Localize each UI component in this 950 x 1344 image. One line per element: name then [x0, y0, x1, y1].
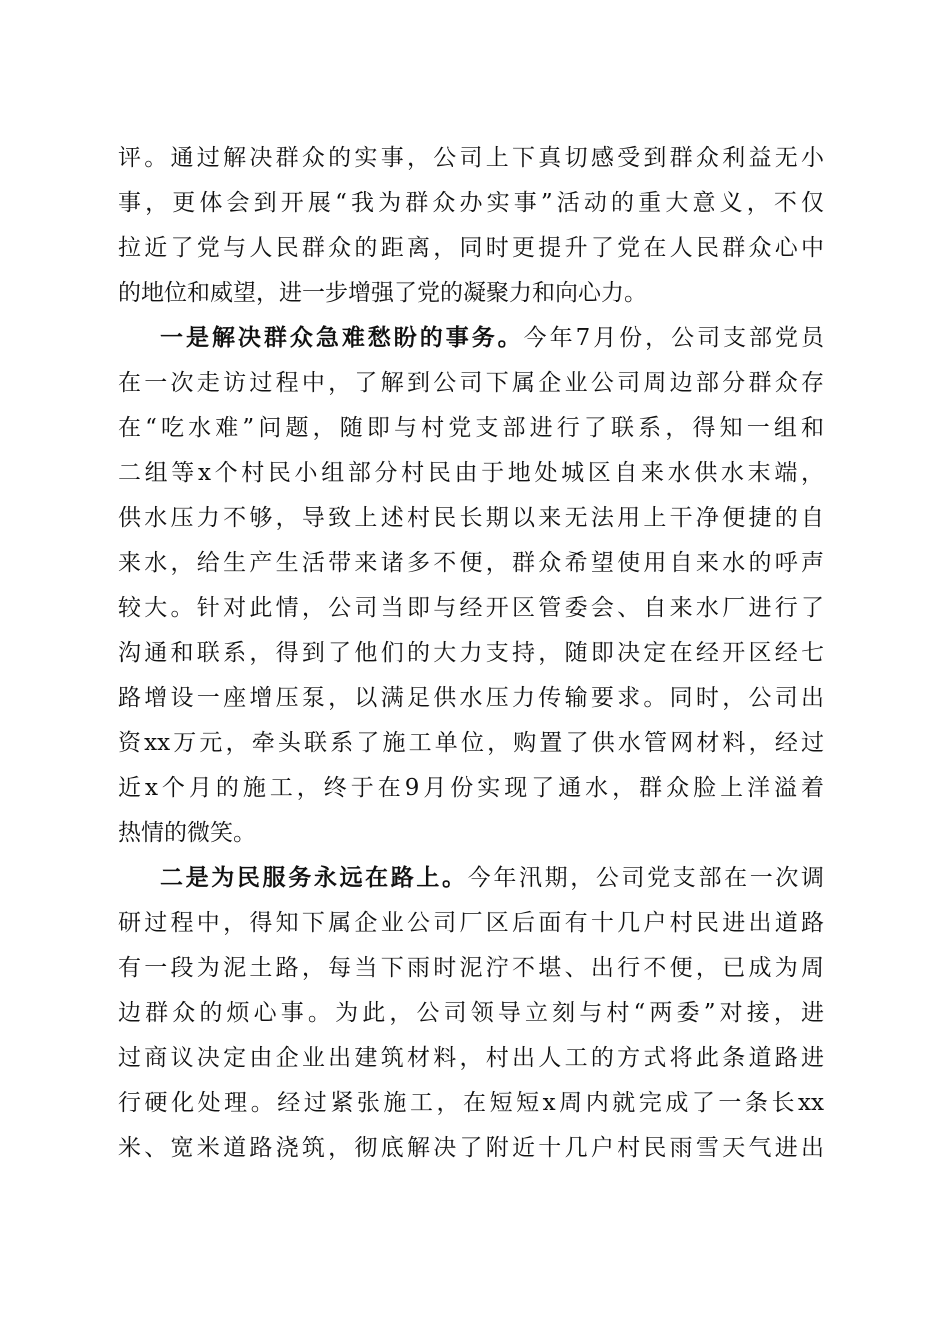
paragraph-3-first-line-rest: 今年汛期，公司党支部在一次调 — [467, 865, 825, 891]
paragraph-1-line-4: 的地位和威望，进一步增强了党的凝聚力和向心力。 — [118, 280, 647, 306]
paragraph-1-line-1: 评。通过解决群众的实事，公司上下真切感受到群众利益无小 — [118, 145, 824, 171]
paragraph-2-lead: 一是解决群众急难愁盼的事务。 — [160, 324, 524, 351]
paragraph-2-line-9: 路增设一座增压泵，以满足供水压力传输要求。同时，公司出 — [118, 685, 824, 711]
paragraph-2-line-10: 资xx万元，牵头联系了施工单位，购置了供水管网材料，经过 — [118, 730, 824, 756]
paragraph-1-line-3: 拉近了党与人民群众的距离，同时更提升了党在人民群众心中 — [118, 235, 824, 261]
paragraph-3-line-7: 米、宽米道路浇筑，彻底解决了附近十几户村民雨雪天气进出 — [118, 1135, 824, 1161]
paragraph-3-line-2: 研过程中，得知下属企业公司厂区后面有十几户村民进出道路 — [118, 910, 824, 936]
paragraph-1-line-2: 事，更体会到开展“我为群众办实事”活动的重大意义，不仅 — [118, 190, 824, 216]
paragraph-3-line-5: 过商议决定由企业出建筑材料，村出人工的方式将此条道路进 — [118, 1045, 824, 1071]
paragraph-3-line-3: 有一段为泥土路，每当下雨时泥泞不堪、出行不便，已成为周 — [118, 955, 824, 981]
paragraph-2-line-1 — [160, 318, 824, 358]
paragraph-2-line-7: 较大。针对此情，公司当即与经开区管委会、自来水厂进行了 — [118, 595, 824, 621]
paragraph-3-lead: 二是为民服务永远在路上。 — [160, 864, 468, 891]
paragraph-2-line-12: 热情的微笑。 — [118, 820, 256, 846]
paragraph-3-line-1 — [160, 858, 824, 898]
paragraph-2-line-11: 近x个月的施工，终于在9月份实现了通水，群众脸上洋溢着 — [118, 775, 824, 801]
paragraph-2-first-line-rest: 今年7月份，公司支部党员 — [523, 325, 825, 351]
paragraph-2-line-6: 来水，给生产生活带来诸多不便，群众希望使用自来水的呼声 — [118, 550, 824, 576]
paragraph-2-line-5: 供水压力不够，导致上述村民长期以来无法用上干净便捷的自 — [118, 505, 824, 531]
paragraph-3-line-6: 行硬化处理。经过紧张施工，在短短x周内就完成了一条长xx — [118, 1090, 824, 1116]
paragraph-2-line-2: 在一次走访过程中，了解到公司下属企业公司周边部分群众存 — [118, 370, 824, 396]
paragraph-3-line-4: 边群众的烦心事。为此，公司领导立刻与村“两委”对接，进 — [118, 1000, 824, 1026]
paragraph-2-line-3: 在“吃水难”问题，随即与村党支部进行了联系，得知一组和 — [118, 415, 824, 441]
paragraph-2-line-8: 沟通和联系，得到了他们的大力支持，随即决定在经开区经七 — [118, 640, 824, 666]
paragraph-2-line-4: 二组等x个村民小组部分村民由于地处城区自来水供水末端， — [118, 460, 824, 486]
